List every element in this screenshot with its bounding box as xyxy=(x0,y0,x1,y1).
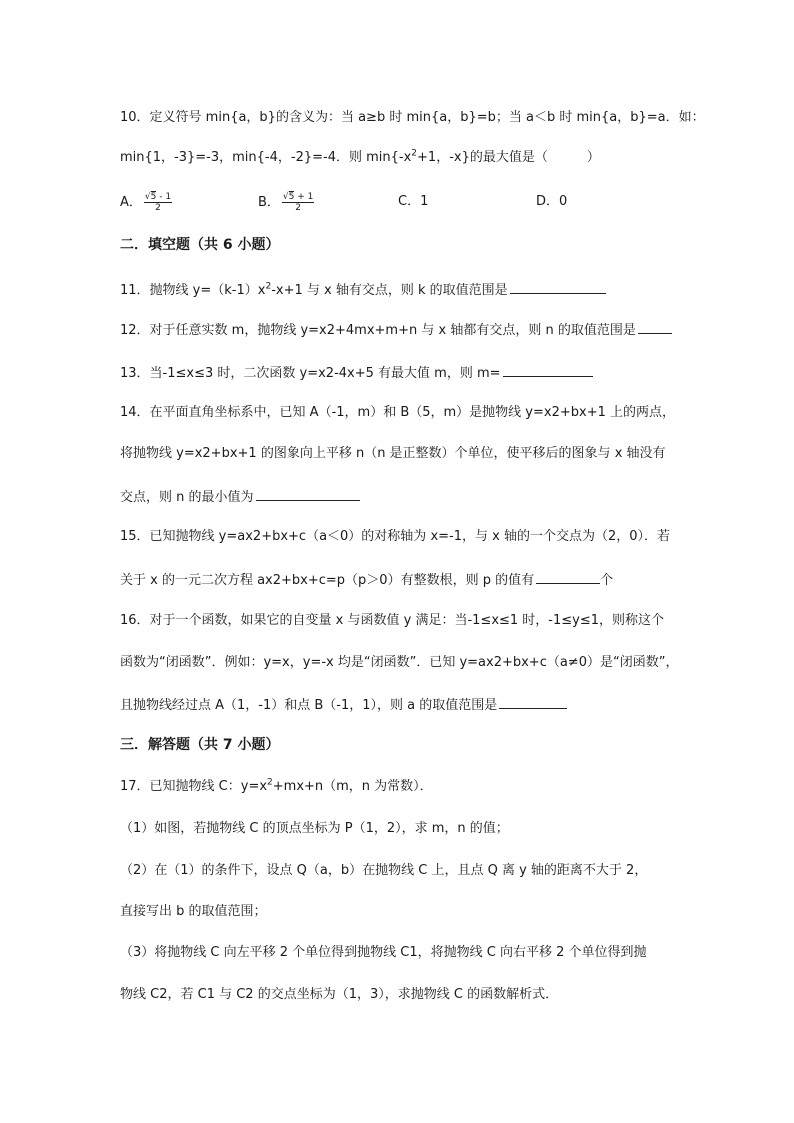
q15-line2 xyxy=(120,569,613,591)
q10-line2-a: min{1，-3}=-3，min{-4，-2}=-4．则 min{-x xyxy=(120,150,412,165)
q12 xyxy=(120,319,672,341)
q17-part2-line1: （2）在（1）的条件下，设点 Q（a，b）在抛物线 C 上，且点 Q 离 y 轴的距离不大于 2， xyxy=(120,863,648,878)
q16-line2: 函数为“闭函数”．例如：y=x，y=-x 均是“闭函数”．已知 y=ax2+bx+c（a≠0）是“闭函数”， xyxy=(120,655,679,670)
q17-intro-b: +mx+n（m，n 为常数）． xyxy=(272,779,433,794)
section-solve-heading: 三．解答题（共 7 小题） xyxy=(120,737,280,753)
q11-a: 11．抛物线 y=（k-1）x xyxy=(120,283,266,298)
q14-line2: 将抛物线 y=x2+bx+1 的图象向上平移 n（n 是正整数）个单位，使平移后的图象与 x 轴没有 xyxy=(120,446,666,461)
q16-answer-blank xyxy=(499,694,567,709)
numerator-rest: + 1 xyxy=(297,192,314,202)
q13-answer-blank xyxy=(503,362,593,377)
q17-intro xyxy=(120,777,433,797)
q17-part2-line2: 直接写出 b 的取值范围； xyxy=(120,904,267,919)
q13-text: 13．当-1≤x≤3 时，二次函数 y=x2-4x+5 有最大值 m，则 m= xyxy=(120,366,501,381)
radicand: 5 xyxy=(150,192,157,202)
q16-line1: 16．对于一个函数，如果它的自变量 x 与函数值 y 满足：当-1≤x≤1 时，-1≤y≤1，则称这个 xyxy=(120,613,665,628)
denominator: 2 xyxy=(295,203,302,213)
q10-option-c: C．1 xyxy=(398,194,429,209)
q13 xyxy=(120,362,593,384)
q11-sup: 2 xyxy=(265,281,272,292)
q16-line3-text: 且抛物线经过点 A（1，-1）和点 B（-1，1），则 a 的取值范围是 xyxy=(120,698,498,713)
q17-part3-line2: 物线 C2，若 C1 与 C2 的交点坐标为（1，3），求抛物线 C 的函数解析式． xyxy=(120,987,559,1002)
q17-intro-a: 17．已知抛物线 C：y=x xyxy=(120,779,268,794)
q15-answer-blank xyxy=(536,569,600,584)
q10-option-b xyxy=(258,192,314,213)
sqrt-symbol: √ xyxy=(282,192,289,202)
q10-line2 xyxy=(120,148,600,168)
q12-text: 12．对于任意实数 m，抛物线 y=x2+4mx+m+n 与 x 轴都有交点，则 n 的取值范围是 xyxy=(120,323,636,338)
denominator: 2 xyxy=(155,203,161,213)
q14-line3 xyxy=(120,486,360,508)
q10-option-b-label: B． xyxy=(258,195,280,210)
q10-line1: 10．定义符号 min{a，b}的含义为：当 a≥b 时 min{a，b}=b；当 a＜b 时 min{a，b}=a．如： xyxy=(120,110,705,125)
q11 xyxy=(120,279,606,301)
q15-line2-b: 个 xyxy=(600,573,614,588)
q10-option-d: D．0 xyxy=(536,194,568,209)
section-fill-in-heading: 二．填空题（共 6 小题） xyxy=(120,237,280,253)
q14-answer-blank xyxy=(256,486,360,501)
q11-answer-blank xyxy=(510,279,606,294)
q12-answer-blank xyxy=(638,319,672,334)
q14-line1: 14．在平面直角坐标系中，已知 A（-1，m）和 B（5，m）是抛物线 y=x2+bx+1 上的两点， xyxy=(120,405,675,420)
q10-line2-sup: 2 xyxy=(411,148,418,159)
q10-option-b-fraction xyxy=(282,192,315,213)
q14-line3-text: 交点，则 n 的最小值为 xyxy=(120,490,254,505)
q10-option-a-fraction xyxy=(144,192,172,213)
q16-line3 xyxy=(120,694,567,716)
q17-intro-sup: 2 xyxy=(267,777,273,788)
q15-line1: 15．已知抛物线 y=ax2+bx+c（a＜0）的对称轴为 x=-1，与 x 轴的一个交点为（2，0）．若 xyxy=(120,529,670,544)
sqrt-symbol: √ xyxy=(144,192,151,202)
q15-line2-a: 关于 x 的一元二次方程 ax2+bx+c=p（p＞0）有整数根，则 p 的值有 xyxy=(120,573,535,588)
q10-option-a-label: A． xyxy=(120,195,142,210)
radicand: 5 xyxy=(288,192,295,202)
q10-option-a xyxy=(120,192,172,213)
q11-b: -x+1 与 x 轴有交点，则 k 的取值范围是 xyxy=(271,283,508,298)
q17-part3-line1: （3）将抛物线 C 向左平移 2 个单位得到抛物线 C1，将抛物线 C 向右平移 2 个单位得到抛 xyxy=(120,945,647,960)
numerator-rest: - 1 xyxy=(159,192,172,202)
q10-line2-b: +1，-x}的最大值是（ ） xyxy=(417,150,600,165)
q17-part1: （1）如图，若抛物线 C 的顶点坐标为 P（1，2），求 m，n 的值； xyxy=(120,821,509,836)
